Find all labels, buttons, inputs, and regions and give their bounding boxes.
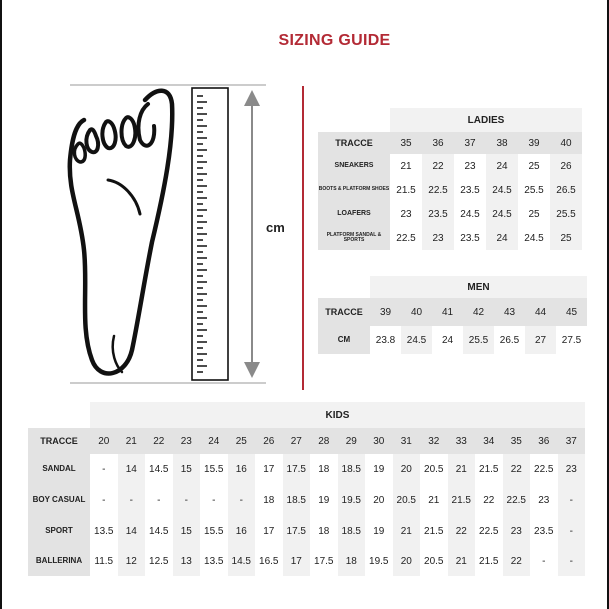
- table-cell: 21: [400, 160, 412, 172]
- table-cell: 18.5: [338, 454, 366, 484]
- table-cell: -: [102, 494, 106, 506]
- table-cell: 19: [318, 494, 330, 506]
- table-cell: 25.5: [550, 202, 582, 226]
- table-cell: 12: [118, 546, 146, 576]
- table-cell: 14.5: [149, 525, 169, 537]
- table-cell: 26.5: [499, 334, 520, 346]
- row-label: PLATFORM SANDAL & SPORTS: [318, 226, 390, 250]
- table-cell: 25.5: [463, 326, 494, 354]
- size-header-cell: 37: [454, 132, 486, 154]
- table-cell: 27: [525, 326, 556, 354]
- table-cell: 15: [173, 454, 201, 484]
- size-header-cell: 27: [283, 428, 311, 454]
- unit-label: cm: [266, 220, 285, 235]
- table-cell: -: [102, 463, 106, 475]
- size-header-cell: 35: [390, 132, 422, 154]
- size-header-cell: 40: [550, 132, 582, 154]
- size-header-cell: 41: [432, 298, 463, 326]
- table-cell: 23.5: [534, 525, 554, 537]
- table-cell: 21: [448, 454, 476, 484]
- size-header-cell: 28: [310, 428, 338, 454]
- table-cell: -: [228, 484, 256, 516]
- size-header-cell: 36: [422, 132, 454, 154]
- row-label: BALLERINA: [28, 546, 90, 576]
- table-cell: 23: [464, 160, 476, 172]
- table-cell: 21.5: [424, 525, 444, 537]
- table-cell: 17.5: [283, 454, 311, 484]
- table-cell: 21: [393, 516, 421, 546]
- table-cell: 14.5: [228, 546, 256, 576]
- size-header-cell: 25: [228, 428, 256, 454]
- table-cell: 19.5: [338, 484, 366, 516]
- table-cell: 21: [448, 546, 476, 576]
- table-cell: -: [212, 494, 216, 506]
- size-header-cell: 20: [90, 428, 118, 454]
- table-cell: 24.5: [486, 202, 518, 226]
- table-cell: -: [558, 484, 586, 516]
- column-header-label: TRACCE: [28, 428, 90, 454]
- size-header-cell: 36: [530, 428, 558, 454]
- size-header-cell: 39: [370, 298, 401, 326]
- table-cell: 16: [228, 516, 256, 546]
- table-cell: 24.5: [524, 232, 544, 244]
- table-cell: 20: [393, 546, 421, 576]
- row-label: SNEAKERS: [318, 154, 390, 178]
- table-cell: 24: [486, 226, 518, 250]
- table-cell: 25: [528, 160, 540, 172]
- table-cell: 22.5: [503, 484, 531, 516]
- table-cell: 22.5: [422, 178, 454, 202]
- table-cell: 27.5: [561, 334, 582, 346]
- column-header-label: TRACCE: [318, 298, 370, 326]
- size-header-cell: 21: [118, 428, 146, 454]
- table-cell: 19: [373, 525, 385, 537]
- size-header-cell: 29: [338, 428, 366, 454]
- column-header-label: TRACCE: [318, 132, 390, 154]
- table-cell: 21.5: [448, 484, 476, 516]
- table-title: LADIES: [390, 108, 582, 132]
- table-cell: 24: [486, 154, 518, 178]
- table-cell: 15.5: [204, 463, 224, 475]
- size-header-cell: 32: [420, 428, 448, 454]
- size-header-cell: 37: [558, 428, 586, 454]
- size-header-cell: 44: [525, 298, 556, 326]
- table-cell: 18: [318, 463, 330, 475]
- men-size-table: [318, 276, 587, 354]
- table-cell: 18: [263, 494, 275, 506]
- table-cell: 15: [173, 516, 201, 546]
- table-cell: 20.5: [393, 484, 421, 516]
- table-cell: 11.5: [94, 555, 114, 567]
- table-cell: 19.5: [369, 555, 389, 567]
- divider: [302, 86, 304, 390]
- table-cell: 22: [422, 154, 454, 178]
- size-header-cell: 31: [393, 428, 421, 454]
- row-label: BOY CASUAL: [28, 484, 90, 516]
- table-cell: 17: [263, 463, 275, 475]
- table-cell: 23: [422, 226, 454, 250]
- table-cell: 23.5: [422, 202, 454, 226]
- row-label: SPORT: [28, 516, 90, 546]
- table-cell: 21.5: [479, 555, 499, 567]
- size-header-cell: 43: [494, 298, 525, 326]
- table-cell: 13.5: [94, 525, 114, 537]
- size-header-cell: 26: [255, 428, 283, 454]
- table-cell: 20.5: [424, 555, 444, 567]
- table-cell: -: [558, 516, 586, 546]
- table-cell: 20: [393, 454, 421, 484]
- table-cell: 22.5: [479, 525, 499, 537]
- size-header-cell: 22: [145, 428, 173, 454]
- table-cell: 23: [503, 516, 531, 546]
- table-cell: -: [118, 484, 146, 516]
- table-cell: 22: [483, 494, 495, 506]
- size-header-cell: 24: [200, 428, 228, 454]
- table-cell: 23.5: [460, 184, 480, 196]
- table-cell: 21: [428, 494, 440, 506]
- table-cell: 12.5: [149, 555, 169, 567]
- table-title: KIDS: [90, 402, 585, 428]
- row-label: SANDAL: [28, 454, 90, 484]
- table-cell: 18.5: [338, 516, 366, 546]
- table-cell: 19: [373, 463, 385, 475]
- table-cell: 25: [550, 226, 582, 250]
- size-header-cell: 33: [448, 428, 476, 454]
- table-cell: 13.5: [204, 555, 224, 567]
- row-label: BOOTS & PLATFORM SHOES: [318, 178, 390, 202]
- table-cell: 25.5: [524, 184, 544, 196]
- table-cell: 13: [173, 546, 201, 576]
- size-header-cell: 30: [365, 428, 393, 454]
- table-cell: 24.5: [401, 326, 432, 354]
- size-header-cell: 34: [475, 428, 503, 454]
- table-cell: 22: [503, 454, 531, 484]
- table-cell: -: [542, 555, 546, 567]
- table-cell: 14: [118, 516, 146, 546]
- table-cell: 23: [400, 208, 412, 220]
- size-header-cell: 42: [463, 298, 494, 326]
- size-header-cell: 35: [503, 428, 531, 454]
- size-header-cell: 38: [486, 132, 518, 154]
- table-cell: 21.5: [479, 463, 499, 475]
- row-label: LOAFERS: [318, 202, 390, 226]
- size-header-cell: 45: [556, 298, 587, 326]
- table-cell: 25: [528, 208, 540, 220]
- page-title: SIZING GUIDE: [278, 32, 391, 49]
- table-cell: -: [558, 546, 586, 576]
- size-header-cell: 23: [173, 428, 201, 454]
- foot-ruler-icon: [60, 82, 270, 392]
- table-cell: -: [157, 494, 161, 506]
- table-cell: 14.5: [149, 463, 169, 475]
- table-cell: 17.5: [283, 516, 311, 546]
- size-header-cell: 39: [518, 132, 550, 154]
- table-cell: 20.5: [424, 463, 444, 475]
- table-cell: 17: [283, 546, 311, 576]
- table-cell: 22: [448, 516, 476, 546]
- ladies-size-table: [318, 108, 582, 250]
- table-cell: 23.8: [375, 334, 396, 346]
- table-cell: 26: [550, 154, 582, 178]
- table-cell: 15.5: [204, 525, 224, 537]
- table-cell: 22: [503, 546, 531, 576]
- table-cell: 16.5: [259, 555, 279, 567]
- kids-size-table: [28, 402, 585, 576]
- table-cell: 17.5: [314, 555, 334, 567]
- table-cell: 24: [441, 334, 454, 346]
- row-label: CM: [318, 326, 370, 354]
- table-cell: 16: [228, 454, 256, 484]
- table-cell: 22.5: [534, 463, 554, 475]
- table-cell: 17: [263, 525, 275, 537]
- table-cell: 23: [538, 494, 550, 506]
- table-cell: 23.5: [460, 232, 480, 244]
- table-cell: 21.5: [396, 184, 416, 196]
- table-cell: 18: [318, 525, 330, 537]
- table-cell: 24.5: [460, 208, 480, 220]
- table-cell: -: [173, 484, 201, 516]
- table-cell: 20: [373, 494, 385, 506]
- table-cell: 14: [118, 454, 146, 484]
- table-cell: 26.5: [550, 178, 582, 202]
- table-cell: 18: [338, 546, 366, 576]
- table-cell: 23: [558, 454, 586, 484]
- table-cell: 18.5: [283, 484, 311, 516]
- table-cell: 24.5: [486, 178, 518, 202]
- table-cell: 22.5: [396, 232, 416, 244]
- table-title: MEN: [370, 276, 587, 298]
- size-header-cell: 40: [401, 298, 432, 326]
